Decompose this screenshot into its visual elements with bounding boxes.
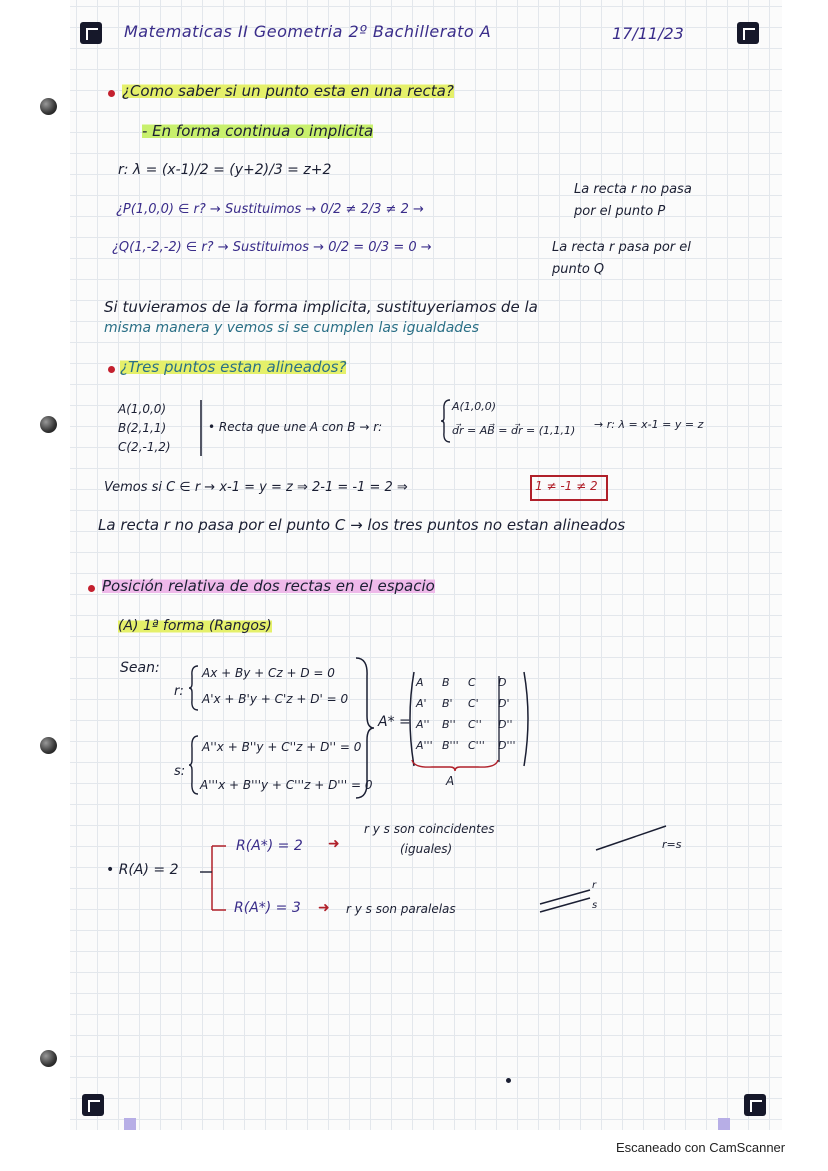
matrix-cell: A bbox=[416, 676, 424, 689]
sean-label: Sean: bbox=[120, 660, 160, 676]
case2-s-label: s bbox=[592, 900, 598, 911]
case1-label: r=s bbox=[662, 838, 682, 851]
matrix-cell: A' bbox=[416, 697, 427, 710]
square-marker-icon bbox=[124, 1118, 136, 1130]
system-point: A(1,0,0) bbox=[452, 400, 497, 413]
case2-rank: R(A*) = 3 bbox=[234, 900, 301, 916]
augmented-matrix bbox=[416, 676, 526, 764]
case-branch-lines bbox=[196, 836, 236, 920]
s-equation-1: A''x + B''y + C''z + D'' = 0 bbox=[202, 740, 362, 754]
big-right-brace bbox=[354, 656, 376, 800]
sub-first-method: (A) 1ª forma (Rangos) bbox=[118, 618, 272, 634]
case2-text: r y s son paralelas bbox=[346, 902, 456, 916]
matrix-cell: B''' bbox=[442, 739, 459, 752]
subheading-continuous-form bbox=[142, 122, 373, 140]
rank-a: • R(A) = 2 bbox=[106, 862, 179, 878]
matrix-cell: C bbox=[468, 676, 476, 689]
case2-arrow-icon: ➜ bbox=[318, 900, 330, 916]
point-a: A(1,0,0) bbox=[118, 402, 167, 416]
point-b: B(2,1,1) bbox=[118, 421, 167, 435]
s-equation-2: A'''x + B'''y + C'''z + D''' = 0 bbox=[200, 778, 373, 792]
points-bracket bbox=[198, 398, 206, 458]
page-title: Matematicas II Geometria 2º Bachillerato A bbox=[124, 22, 492, 41]
parallel-lines-sketch bbox=[538, 886, 594, 916]
matrix-cell: D'' bbox=[498, 718, 513, 731]
point-p-test: ¿P(1,0,0) ∈ r? → Sustituimos → 0/2 ≠ 2/3 ≠ 2 → bbox=[116, 202, 424, 217]
line-through-ab: • Recta que une A con B → r: bbox=[208, 420, 383, 434]
scanner-watermark: Escaneado con CamScanner bbox=[616, 1140, 786, 1155]
heading-relative-position: Posición relativa de dos rectas en el espacio bbox=[102, 577, 435, 595]
case1-rank: R(A*) = 2 bbox=[236, 838, 303, 854]
matrix-cell: A''' bbox=[416, 739, 433, 752]
r-system-brace bbox=[188, 664, 200, 712]
bullet-icon bbox=[88, 585, 95, 592]
s-label: s: bbox=[174, 764, 186, 779]
r-equation-2: A'x + B'y + C'z + D' = 0 bbox=[202, 692, 349, 706]
square-marker-icon bbox=[718, 1118, 730, 1130]
matrix-cell: D bbox=[498, 676, 507, 689]
matrix-cell: D' bbox=[498, 697, 510, 710]
bullet-icon bbox=[108, 366, 115, 373]
check-point-c: Vemos si C ∈ r → x-1 = y = z ⇒ 2-1 = -1 = 2 ⇒ bbox=[104, 480, 408, 495]
coincident-lines-sketch bbox=[594, 822, 672, 852]
line-r-equation: r: λ = (x-1)/2 = (y+2)/3 = z+2 bbox=[118, 162, 332, 178]
subheading-text: - En forma continua o implicita bbox=[142, 122, 374, 140]
point-p-result-1: La recta r no pasa bbox=[574, 182, 692, 197]
corner-marker-icon bbox=[744, 1094, 766, 1116]
binder-hole bbox=[40, 98, 57, 115]
note-implicit-1: Si tuvieramos de la forma implicita, sustituyeriamos de la bbox=[104, 298, 538, 316]
result-box-text: 1 ≠ -1 ≠ 2 bbox=[535, 479, 598, 493]
point-q-result-2: punto Q bbox=[552, 262, 605, 277]
case2-r-label: r bbox=[592, 880, 597, 891]
matrix-cell: D''' bbox=[498, 739, 516, 752]
matrix-cell: B' bbox=[442, 697, 453, 710]
conclusion-not-collinear: La recta r no pasa por el punto C → los tres puntos no estan alineados bbox=[98, 516, 626, 534]
bullet-icon bbox=[108, 90, 115, 97]
case1-arrow-icon: ➜ bbox=[328, 836, 340, 852]
matrix-cell: C'' bbox=[468, 718, 482, 731]
matrix-cell: A'' bbox=[416, 718, 430, 731]
result-line-r: → r: λ = x-1 = y = z bbox=[594, 418, 704, 431]
s-system-brace bbox=[188, 734, 200, 796]
corner-marker-icon bbox=[80, 22, 102, 44]
matrix-cell: C' bbox=[468, 697, 479, 710]
point-q-test: ¿Q(1,-2,-2) ∈ r? → Sustituimos → 0/2 = 0/3 = 0 → bbox=[112, 240, 432, 255]
system-brace bbox=[440, 398, 452, 444]
question-collinear-points: ¿Tres puntos estan alineados? bbox=[120, 358, 347, 376]
ink-dot-icon bbox=[506, 1078, 511, 1083]
r-label: r: bbox=[174, 684, 184, 699]
point-c: C(2,-1,2) bbox=[118, 440, 171, 454]
case1-text-1: r y s son coincidentes bbox=[364, 822, 495, 836]
matrix-cell: B'' bbox=[442, 718, 456, 731]
matrix-label: A* = bbox=[378, 714, 411, 730]
question-point-on-line: ¿Como saber si un punto esta en una recta? bbox=[122, 82, 454, 100]
point-p-result-2: por el punto P bbox=[574, 204, 666, 219]
page-date: 17/11/23 bbox=[612, 24, 684, 43]
binder-hole bbox=[40, 737, 57, 754]
binder-hole bbox=[40, 416, 57, 433]
note-implicit-2: misma manera y vemos si se cumplen las igualdades bbox=[104, 320, 480, 336]
matrix-underbrace bbox=[410, 758, 500, 772]
matrix-sub-label: A bbox=[446, 774, 455, 788]
r-equation-1: Ax + By + Cz + D = 0 bbox=[202, 666, 335, 680]
corner-marker-icon bbox=[737, 22, 759, 44]
corner-marker-icon bbox=[82, 1094, 104, 1116]
matrix-cell: C''' bbox=[468, 739, 485, 752]
system-direction: d⃗r = AB⃗ = d⃗r = (1,1,1) bbox=[452, 424, 576, 437]
binder-hole bbox=[40, 1050, 57, 1067]
point-q-result-1: La recta r pasa por el bbox=[552, 240, 691, 255]
case1-text-2: (iguales) bbox=[400, 842, 453, 856]
matrix-cell: B bbox=[442, 676, 450, 689]
